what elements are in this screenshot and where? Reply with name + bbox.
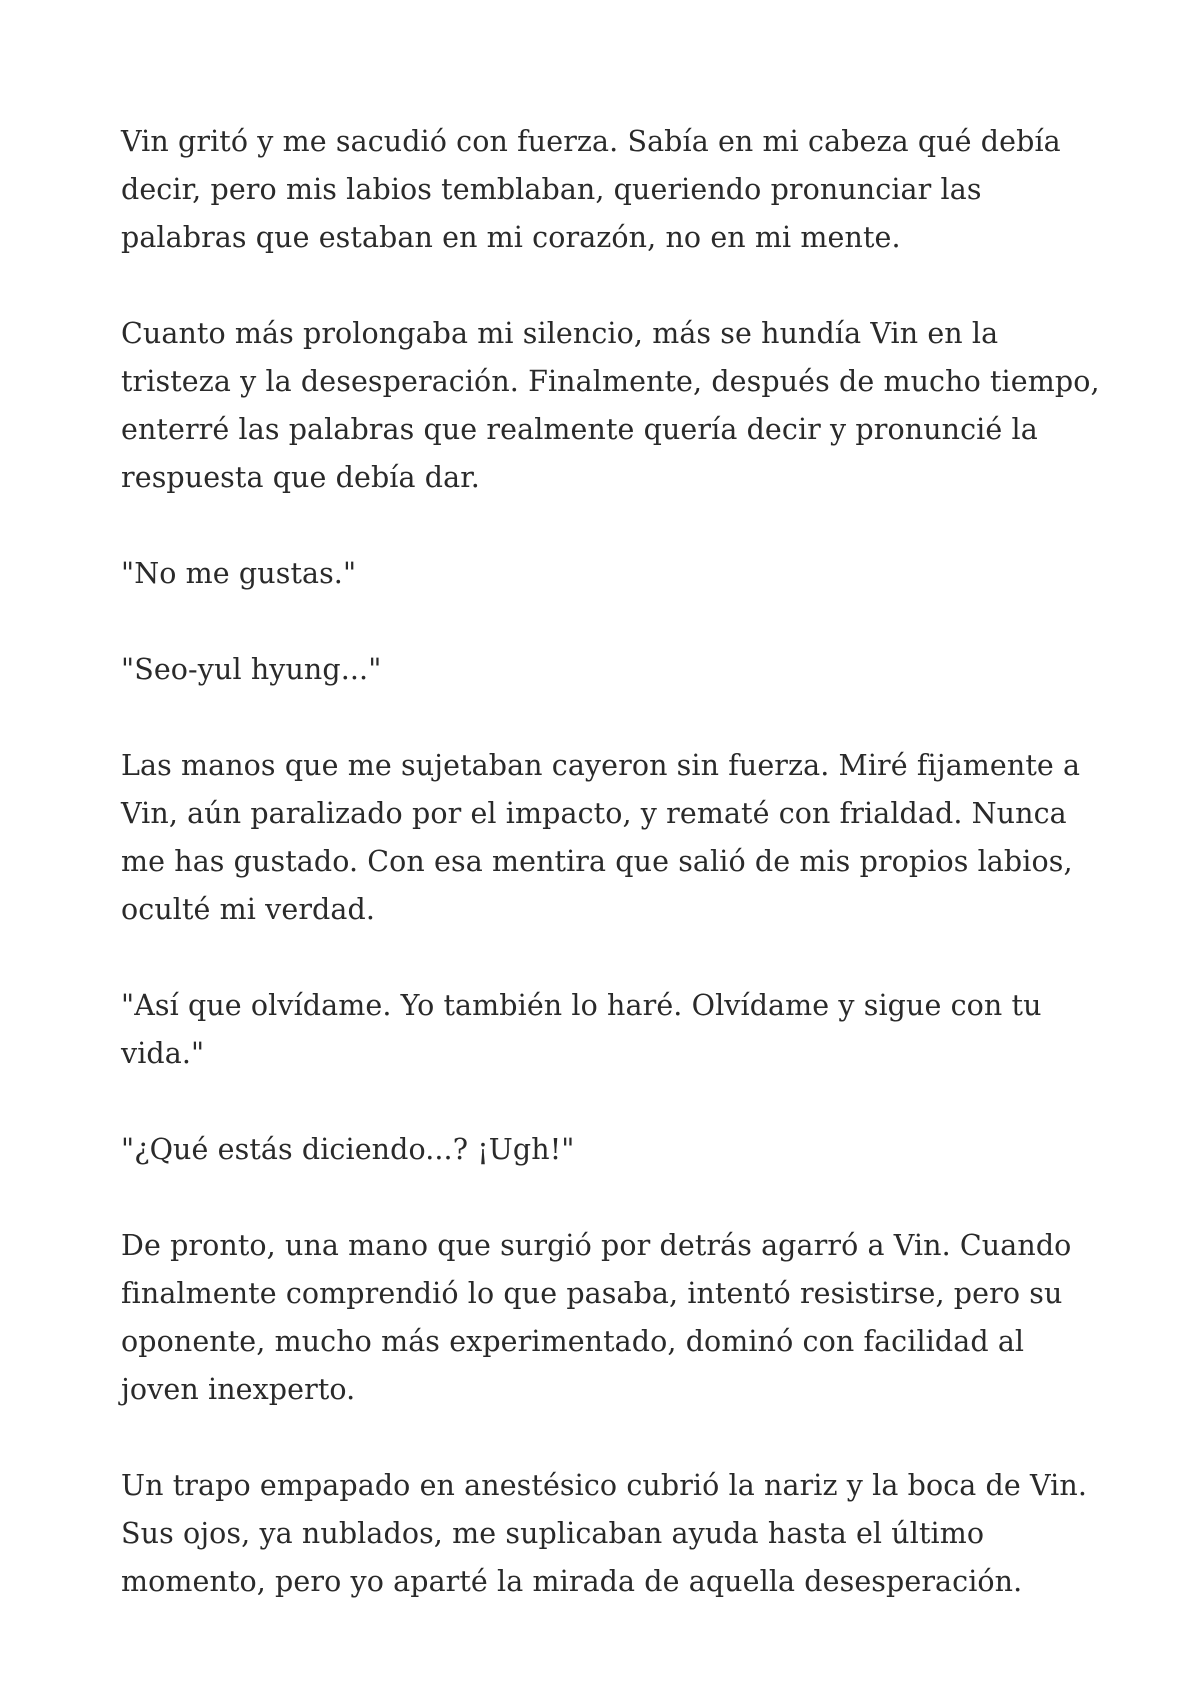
dialogue-olvidame: "Así que olvídame. Yo también lo haré. Olvídame y sigue con tu vida." <box>121 989 1042 1070</box>
paragraph-5: Las manos que me sujetaban cayeron sin fuerza. Miré fijamente a Vin, aún paralizado por el impacto, y rematé con frialdad. Nunca me has gustado. Con esa mentira que salió de mis propios labios, oculté mi verdad. <box>121 749 1081 926</box>
dialogue-no-me-gustas: "No me gustas." <box>121 557 357 590</box>
paragraph-1: Vin gritó y me sacudió con fuerza. Sabía en mi cabeza qué debía decir, pero mis labios temblaban, queriendo pronunciar las palabras que estaban en mi corazón, no en mi mente. <box>121 125 1061 254</box>
paragraph-8: De pronto, una mano que surgió por detrás agarró a Vin. Cuando finalmente comprendió lo que pasaba, intentó resistirse, pero su oponente, mucho más experimentado, dominó con facilidad al joven inexperto. <box>121 1229 1072 1406</box>
paragraph-2: Cuanto más prolongaba mi silencio, más se hundía Vin en la tristeza y la desesperación. Finalmente, después de mucho tiempo, enterré las palabras que realmente quería decir y pronuncié la respuesta que debía dar. <box>121 317 1100 494</box>
paragraph-9: Un trapo empapado en anestésico cubrió la nariz y la boca de Vin. Sus ojos, ya nublados, me suplicaban ayuda hasta el último momento, pero yo aparté la mirada de aquella desesperación. <box>121 1469 1088 1598</box>
dialogue-que-estas-diciendo: "¿Qué estás diciendo...? ¡Ugh!" <box>121 1133 575 1166</box>
document-page <box>121 118 1106 1606</box>
dialogue-seo-yul-hyung: "Seo-yul hyung..." <box>121 653 382 686</box>
